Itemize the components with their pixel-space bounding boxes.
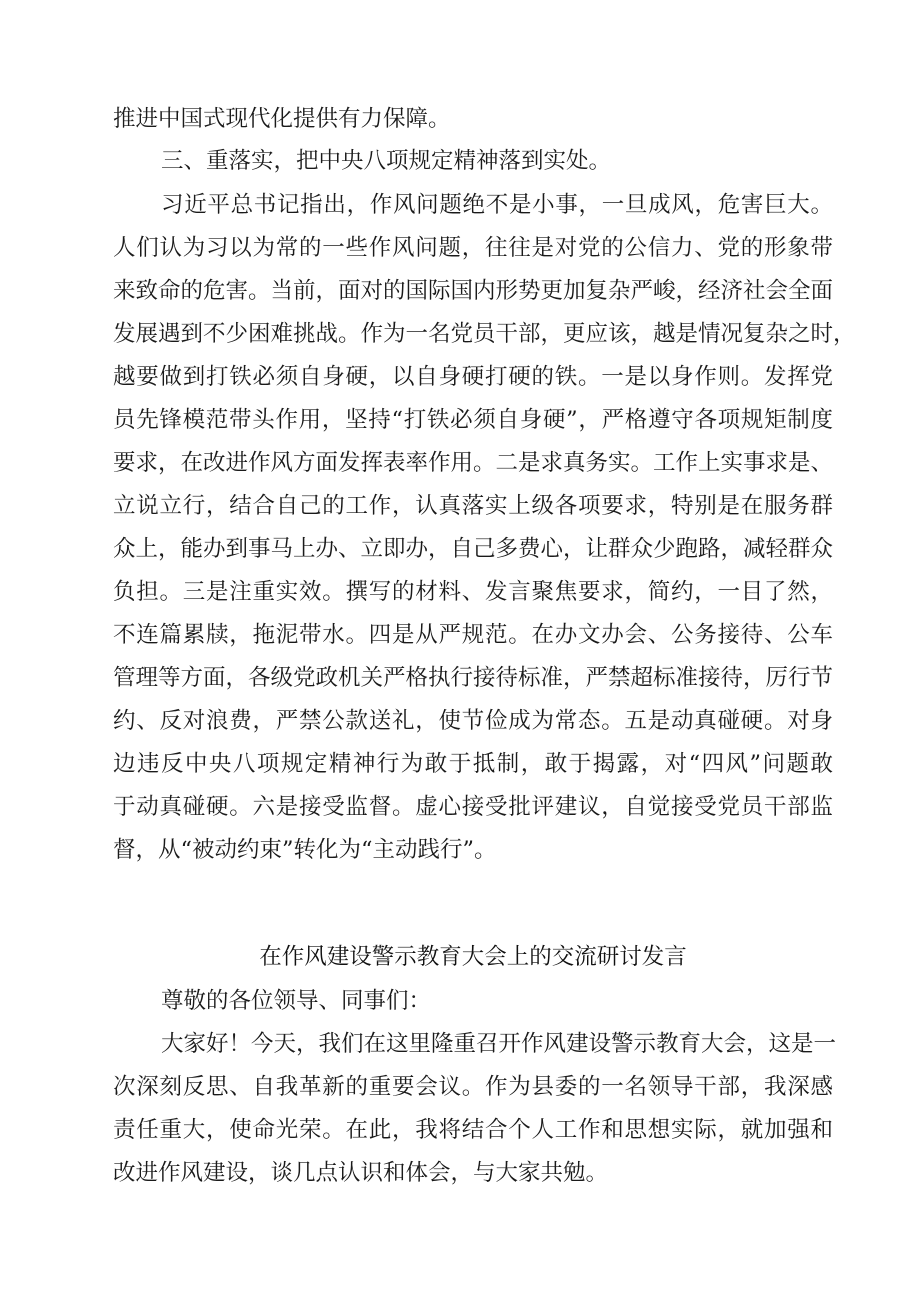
salutation: 尊敬的各位领导、同事们： [161, 988, 432, 1014]
paragraph-line: 员先锋模范带头作用，坚持“打铁必须自身硬”，严格遵守各项规矩制度 [113, 407, 833, 433]
document-title: 在作风建设警示教育大会上的交流研讨发言 [259, 944, 687, 970]
paragraph-line: 管理等方面，各级党政机关严格执行接待标准，严禁超标准接待，厉行节 [113, 665, 834, 691]
paragraph-line: 次深刻反思、自我革新的重要会议。作为县委的一名领导干部，我深感 [113, 1074, 833, 1100]
paragraph-line: 边违反中央八项规定精神行为敢于抵制，敢于揭露，对“四风”问题敢 [113, 751, 833, 777]
section-heading: 三、重落实，把中央八项规定精神落到实处。 [161, 148, 612, 174]
paragraph-line: 责任重大，使命光荣。在此，我将结合个人工作和思想实际，就加强和 [113, 1117, 833, 1143]
paragraph-line: 约、反对浪费，严禁公款送礼，使节俭成为常态。五是动真碰硬。对身 [113, 708, 833, 734]
paragraph-line: 人们认为习以为常的一些作风问题，往往是对党的公信力、党的形象带 [113, 235, 833, 261]
paragraph-line: 推进中国式现代化提供有力保障。 [113, 106, 451, 132]
paragraph-line: 立说立行，结合自己的工作，认真落实上级各项要求，特别是在服务群 [113, 493, 833, 519]
paragraph-line: 不连篇累牍，拖泥带水。四是从严规范。在办文办会、公务接待、公车 [113, 622, 833, 648]
paragraph-line: 要求，在改进作风方面发挥表率作用。二是求真务实。工作上实事求是、 [113, 450, 834, 476]
paragraph-line: 改进作风建设，谈几点认识和体会，与大家共勉。 [113, 1160, 609, 1186]
paragraph-line: 习近平总书记指出，作风问题绝不是小事，一旦成风，危害巨大。 [161, 192, 833, 218]
paragraph-line: 大家好！今天，我们在这里隆重召开作风建设警示教育大会，这是一 [161, 1031, 837, 1057]
paragraph-line: 众上，能办到事马上办、立即办，自己多费心，让群众少跑路，减轻群众 [113, 536, 834, 562]
paragraph-line: 督，从“被动约束”转化为“主动践行”。 [113, 837, 497, 863]
paragraph-line: 于动真碰硬。六是接受监督。虚心接受批评建议，自觉接受党员干部监 [113, 794, 833, 820]
paragraph-line: 发展遇到不少困难挑战。作为一名党员干部，更应该，越是情况复杂之时， [113, 321, 856, 347]
paragraph-line: 负担。三是注重实效。撰写的材料、发言聚焦要求，简约，一目了然， [113, 579, 833, 605]
paragraph-line: 越要做到打铁必须自身硬，以自身硬打硬的铁。一是以身作则。发挥党 [113, 364, 833, 390]
paragraph-line: 来致命的危害。当前，面对的国际国内形势更加复杂严峻，经济社会全面 [113, 278, 834, 304]
